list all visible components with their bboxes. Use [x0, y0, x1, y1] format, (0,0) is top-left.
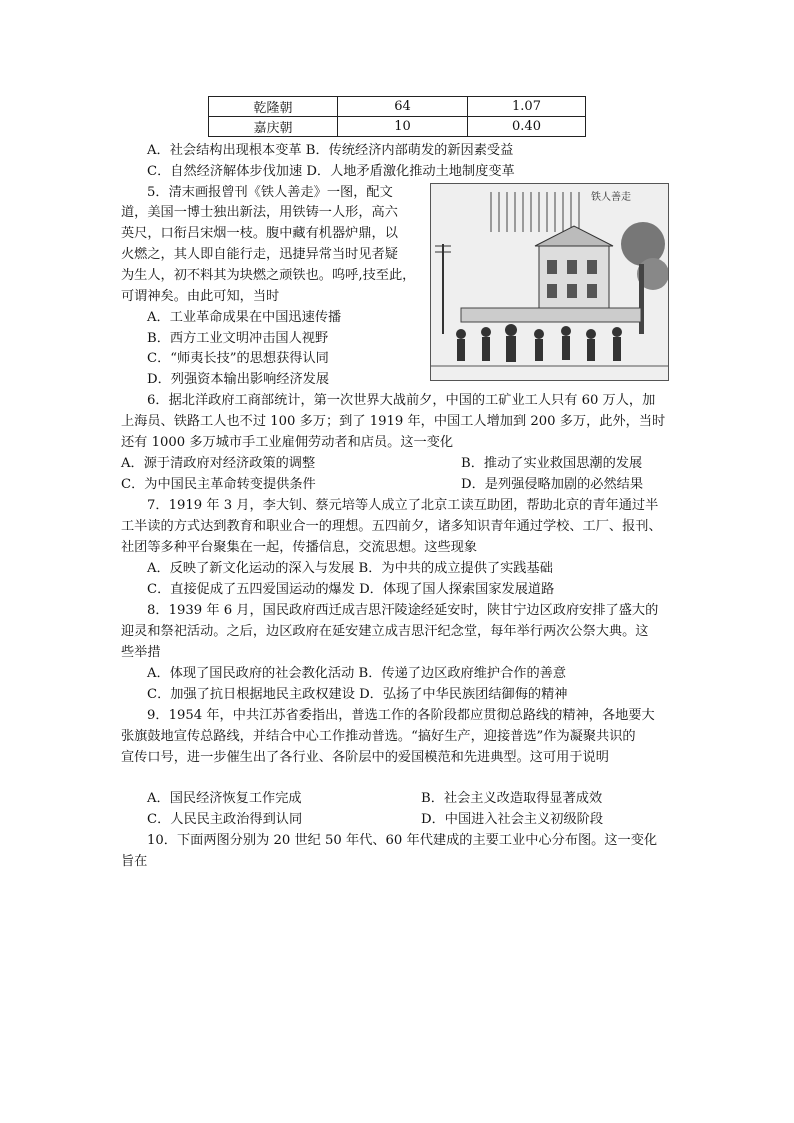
- q5-option-a: A．工业革命成果在中国迅速传播: [147, 310, 342, 325]
- q7-options-ab: A．反映了新文化运动的深入与发展 B．为中共的成立提供了实践基础: [147, 561, 553, 576]
- q7-stem-line: 工半读的方式达到教育和职业合一的理想。五四前夕，诸多知识青年通过学校、工厂、报刊、: [121, 519, 662, 534]
- q6-option-c: C．为中国民主革命转变提供条件: [121, 477, 316, 492]
- q6-option-b: B．推动了实业救国思潮的发展: [461, 456, 643, 471]
- q9-option-b: B．社会主义改造取得显著成效: [421, 791, 603, 806]
- q6-stem-line: 6．据北洋政府工商部统计，第一次世界大战前夕，中国的工矿业工人只有 60 万人，加: [147, 393, 656, 408]
- table-cell: 64: [338, 97, 468, 117]
- q5-stem-line: 火燃之，其人即自能行走，迅捷异常当时见者疑: [121, 247, 398, 262]
- q9-stem-line: 张旗鼓地宣传总路线，并结合中心工作推动普选。“搞好生产，迎接普选”作为凝聚共识的: [121, 729, 636, 744]
- data-table: [208, 96, 586, 137]
- q9-option-c: C．人民民主政治得到认同: [147, 812, 303, 827]
- table-cell: 0.40: [468, 117, 586, 137]
- q7-options-cd: C．直接促成了五四爱国运动的爆发 D．体现了国人探索国家发展道路: [147, 582, 555, 597]
- q5-stem-line: 英尺，口衔吕宋烟一枝。腹中藏有机器炉鼎，以: [121, 226, 398, 241]
- illustration-title: 铁人善走: [591, 192, 631, 203]
- illustration-drawing: [431, 184, 668, 380]
- q6-option-a: A．源于清政府对经济政策的调整: [121, 456, 316, 471]
- table-row: [209, 117, 586, 137]
- q8-options-cd: C．加强了抗日根据地民主政权建设 D．弘扬了中华民族团结御侮的精神: [147, 687, 568, 702]
- q10-stem-line: 10．下面两图分别为 20 世纪 50 年代、60 年代建成的主要工业中心分布图。这一变化: [147, 833, 658, 848]
- table-cell: 乾隆朝: [209, 97, 338, 117]
- q5-option-b: B．西方工业文明冲击国人视野: [147, 331, 329, 346]
- q6-stem-line: 还有 1000 多万城市手工业雇佣劳动者和店员。这一变化: [121, 435, 454, 450]
- q9-stem-line: 宣传口号，进一步催生出了各行业、各阶层中的爱国模范和先进典型。这可用于说明: [121, 750, 609, 765]
- illustration-iron-man: [430, 183, 669, 381]
- table-cell: 10: [338, 117, 468, 137]
- q4-options-ab: A．社会结构出现根本变革 B．传统经济内部萌发的新因素受益: [147, 143, 514, 158]
- q5-option-c: C．“师夷长技”的思想获得认同: [147, 351, 329, 366]
- q6-stem-line: 上海员、铁路工人也不过 100 多万；到了 1919 年，中国工人增加到 200 多万，此外，当时: [121, 414, 666, 429]
- q5-stem-line: 可谓神矣。由此可知，当时: [121, 289, 280, 304]
- table-cell: 嘉庆朝: [209, 117, 338, 137]
- q9-stem-line: 9．1954 年，中共江苏省委指出，普选工作的各阶段都应贯彻总路线的精神，各地要大: [147, 708, 655, 723]
- q4-options-cd: C．自然经济解体步伐加速 D．人地矛盾激化推动土地制度变革: [147, 164, 515, 179]
- q6-option-d: D．是列强侵略加剧的必然结果: [461, 477, 644, 492]
- table-row: [209, 97, 586, 117]
- table-cell: 1.07: [468, 97, 586, 117]
- q9-option-d: D．中国进入社会主义初级阶段: [421, 812, 604, 827]
- q5-option-d: D．列强资本输出影响经济发展: [147, 372, 330, 387]
- q7-stem-line: 社团等多种平台聚集在一起，传播信息，交流思想。这些现象: [121, 540, 478, 555]
- q5-stem-line: 为生人，初不料其为块燃之顽铁也。呜呼,技至此，: [121, 268, 416, 283]
- q5-stem-line: 道，美国一博士独出新法，用铁铸一人形，高六: [121, 205, 398, 220]
- q8-stem-line: 8．1939 年 6 月，国民政府西迁成吉思汗陵途经延安时，陕甘宁边区政府安排了盛大的: [147, 603, 659, 618]
- q5-stem-line: 5．清末画报曾刊《铁人善走》一图，配文: [147, 185, 393, 200]
- q7-stem-line: 7．1919 年 3 月，李大钊、蔡元培等人成立了北京工读互助团，帮助北京的青年通过半: [147, 498, 659, 513]
- q8-stem-line: 迎灵和祭祀活动。之后，边区政府在延安建立成吉思汗纪念堂，每年举行两次公祭大典。这: [121, 624, 649, 639]
- q8-stem-line: 些举措: [121, 645, 161, 660]
- q8-options-ab: A．体现了国民政府的社会教化活动 B．传递了边区政府维护合作的善意: [147, 666, 567, 681]
- q9-option-a: A．国民经济恢复工作完成: [147, 791, 302, 806]
- q10-stem-line: 旨在: [121, 854, 148, 869]
